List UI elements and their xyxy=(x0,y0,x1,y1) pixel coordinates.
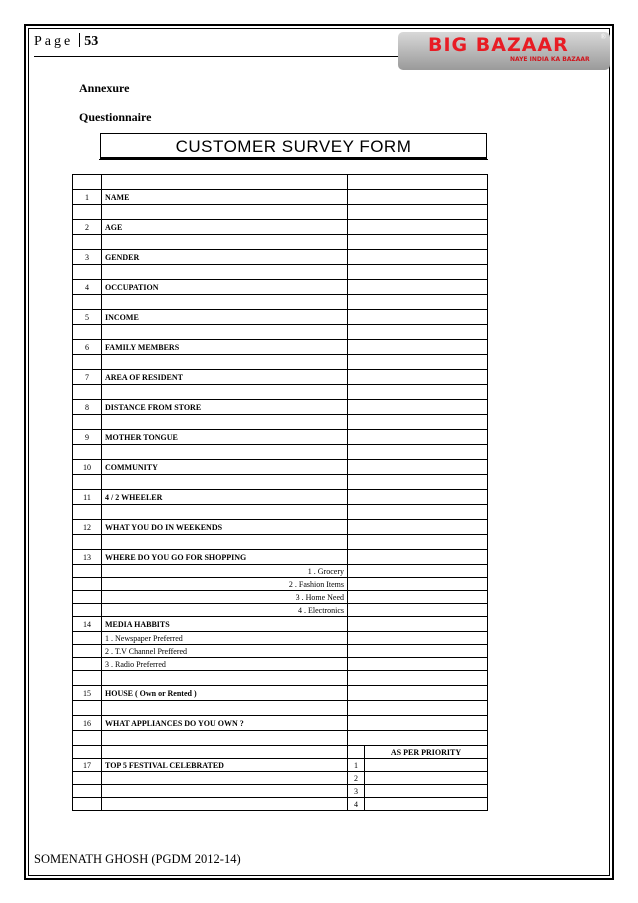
table-row xyxy=(73,250,488,265)
priority-rank: 3 xyxy=(348,785,365,798)
answer-cell xyxy=(348,604,488,617)
answer-cell xyxy=(348,415,488,430)
question-number: 16 xyxy=(73,716,102,731)
priority-header: AS PER PRIORITY xyxy=(365,746,488,759)
answer-cell xyxy=(348,385,488,400)
table-row xyxy=(73,671,488,686)
number-cell xyxy=(73,645,102,658)
table-row xyxy=(73,400,488,415)
table-row xyxy=(73,205,488,220)
question-cell xyxy=(102,295,348,310)
answer-cell xyxy=(348,400,488,415)
answer-cell xyxy=(348,235,488,250)
table-row xyxy=(73,731,488,746)
question-number: 15 xyxy=(73,686,102,701)
number-cell xyxy=(73,535,102,550)
question-cell xyxy=(102,701,348,716)
question-text: MEDIA HABBITS xyxy=(102,617,348,632)
question-number: 14 xyxy=(73,617,102,632)
number-cell xyxy=(73,658,102,671)
number-cell xyxy=(73,265,102,280)
rank-cell xyxy=(348,746,365,759)
answer-cell xyxy=(348,731,488,746)
annexure-heading: Annexure xyxy=(79,81,130,95)
answer-cell xyxy=(348,250,488,265)
option-text: 4 . Electronics xyxy=(102,604,348,617)
answer-cell xyxy=(348,535,488,550)
answer-cell xyxy=(348,658,488,671)
question-text: AGE xyxy=(102,220,348,235)
answer-cell xyxy=(348,591,488,604)
table-row xyxy=(73,701,488,716)
survey-table xyxy=(72,174,488,811)
number-cell xyxy=(73,731,102,746)
number-cell xyxy=(73,355,102,370)
number-cell xyxy=(73,325,102,340)
number-cell xyxy=(73,798,102,811)
big-bazaar-logo xyxy=(398,32,610,70)
logo-tagline: NAYE INDIA KA BAZAAR xyxy=(510,56,590,63)
table-row xyxy=(73,716,488,731)
question-cell xyxy=(102,772,348,785)
table-row xyxy=(73,565,488,578)
question-text: WHAT YOU DO IN WEEKENDS xyxy=(102,520,348,535)
option-text: 3 . Home Need xyxy=(102,591,348,604)
option-text: 3 . Radio Preferred xyxy=(102,658,348,671)
answer-cell xyxy=(348,617,488,632)
table-row xyxy=(73,520,488,535)
table-row xyxy=(73,355,488,370)
table-row xyxy=(73,445,488,460)
table-row xyxy=(73,280,488,295)
answer-cell xyxy=(348,190,488,205)
logo-registered-mark: ® xyxy=(600,33,606,41)
logo-name: BIG BAZAAR xyxy=(428,34,569,56)
header-rule xyxy=(34,56,399,57)
answer-cell xyxy=(348,550,488,565)
answer-cell xyxy=(348,671,488,686)
number-cell xyxy=(73,578,102,591)
answer-cell xyxy=(348,445,488,460)
table-row xyxy=(73,325,488,340)
table-row xyxy=(73,460,488,475)
option-text: 2 . Fashion Items xyxy=(102,578,348,591)
question-cell xyxy=(102,355,348,370)
question-number: 17 xyxy=(73,759,102,772)
form-title-underline xyxy=(99,159,488,160)
table-row xyxy=(73,220,488,235)
answer-cell xyxy=(348,280,488,295)
table-row xyxy=(73,535,488,550)
question-text: FAMILY MEMBERS xyxy=(102,340,348,355)
number-cell xyxy=(73,746,102,759)
form-title: CUSTOMER SURVEY FORM xyxy=(100,133,487,159)
question-number: 1 xyxy=(73,190,102,205)
table-row xyxy=(73,265,488,280)
answer-cell xyxy=(348,265,488,280)
number-cell xyxy=(73,295,102,310)
answer-cell xyxy=(348,645,488,658)
answer-cell xyxy=(348,295,488,310)
table-row xyxy=(73,235,488,250)
question-text: WHAT APPLIANCES DO YOU OWN ? xyxy=(102,716,348,731)
answer-cell xyxy=(348,205,488,220)
footer-author: SOMENATH GHOSH (PGDM 2012-14) xyxy=(34,852,241,866)
question-text: TOP 5 FESTIVAL CELEBRATED xyxy=(102,759,348,772)
number-cell xyxy=(73,445,102,460)
table-row xyxy=(73,430,488,445)
question-cell xyxy=(102,475,348,490)
question-cell xyxy=(102,798,348,811)
table-row xyxy=(73,746,488,759)
question-number: 12 xyxy=(73,520,102,535)
question-text: GENDER xyxy=(102,250,348,265)
question-text: HOUSE ( Own or Rented ) xyxy=(102,686,348,701)
table-row xyxy=(73,578,488,591)
number-cell xyxy=(73,385,102,400)
answer-cell xyxy=(365,772,488,785)
table-row xyxy=(73,490,488,505)
number-cell xyxy=(73,591,102,604)
table-row xyxy=(73,340,488,355)
question-number: 10 xyxy=(73,460,102,475)
answer-cell xyxy=(348,520,488,535)
question-text: MOTHER TONGUE xyxy=(102,430,348,445)
question-text: 4 / 2 WHEELER xyxy=(102,490,348,505)
question-number: 8 xyxy=(73,400,102,415)
answer-cell xyxy=(348,475,488,490)
question-cell xyxy=(102,785,348,798)
table-row xyxy=(73,591,488,604)
table-row xyxy=(73,798,488,811)
table-row xyxy=(73,415,488,430)
answer-cell xyxy=(348,340,488,355)
table-row xyxy=(73,385,488,400)
table-row xyxy=(73,658,488,671)
table-row xyxy=(73,632,488,645)
table-row xyxy=(73,772,488,785)
question-cell xyxy=(102,671,348,686)
option-text: 1 . Newspaper Preferred xyxy=(102,632,348,645)
table-row xyxy=(73,370,488,385)
page-number-label xyxy=(34,33,98,50)
question-cell xyxy=(102,415,348,430)
question-cell xyxy=(102,265,348,280)
priority-rank: 2 xyxy=(348,772,365,785)
question-cell xyxy=(102,505,348,520)
answer-cell xyxy=(348,505,488,520)
question-cell xyxy=(102,175,348,190)
answer-cell xyxy=(348,490,488,505)
answer-cell xyxy=(365,785,488,798)
number-cell xyxy=(73,415,102,430)
number-cell xyxy=(73,205,102,220)
answer-cell xyxy=(348,701,488,716)
question-number: 4 xyxy=(73,280,102,295)
question-text: DISTANCE FROM STORE xyxy=(102,400,348,415)
question-number: 7 xyxy=(73,370,102,385)
question-cell xyxy=(102,731,348,746)
table-row xyxy=(73,190,488,205)
priority-rank: 4 xyxy=(348,798,365,811)
answer-cell xyxy=(348,325,488,340)
table-row xyxy=(73,785,488,798)
question-number: 6 xyxy=(73,340,102,355)
page-divider xyxy=(79,33,80,47)
priority-rank: 1 xyxy=(348,759,365,772)
question-cell xyxy=(102,535,348,550)
question-number: 5 xyxy=(73,310,102,325)
number-cell xyxy=(73,632,102,645)
question-text: OCCUPATION xyxy=(102,280,348,295)
number-cell xyxy=(73,701,102,716)
table-row xyxy=(73,310,488,325)
answer-cell xyxy=(365,759,488,772)
page-number: 53 xyxy=(84,34,99,49)
answer-cell xyxy=(348,632,488,645)
answer-cell xyxy=(348,175,488,190)
number-cell xyxy=(73,604,102,617)
table-row xyxy=(73,475,488,490)
answer-cell xyxy=(348,310,488,325)
table-row xyxy=(73,175,488,190)
question-cell xyxy=(102,746,348,759)
answer-cell xyxy=(348,716,488,731)
question-text: AREA OF RESIDENT xyxy=(102,370,348,385)
answer-cell xyxy=(348,460,488,475)
question-text: WHERE DO YOU GO FOR SHOPPING xyxy=(102,550,348,565)
question-text: NAME xyxy=(102,190,348,205)
question-number: 3 xyxy=(73,250,102,265)
number-cell xyxy=(73,235,102,250)
table-row xyxy=(73,505,488,520)
answer-cell xyxy=(348,430,488,445)
answer-cell xyxy=(365,798,488,811)
question-number: 13 xyxy=(73,550,102,565)
question-text: INCOME xyxy=(102,310,348,325)
number-cell xyxy=(73,671,102,686)
number-cell xyxy=(73,772,102,785)
answer-cell xyxy=(348,565,488,578)
table-row xyxy=(73,604,488,617)
table-row xyxy=(73,759,488,772)
answer-cell xyxy=(348,355,488,370)
number-cell xyxy=(73,175,102,190)
question-number: 9 xyxy=(73,430,102,445)
answer-cell xyxy=(348,686,488,701)
answer-cell xyxy=(348,578,488,591)
question-cell xyxy=(102,205,348,220)
table-row xyxy=(73,645,488,658)
question-cell xyxy=(102,385,348,400)
question-text: COMMUNITY xyxy=(102,460,348,475)
number-cell xyxy=(73,475,102,490)
questionnaire-heading: Questionnaire xyxy=(79,110,152,124)
answer-cell xyxy=(348,370,488,385)
option-text: 1 . Grocery xyxy=(102,565,348,578)
number-cell xyxy=(73,565,102,578)
number-cell xyxy=(73,505,102,520)
question-cell xyxy=(102,235,348,250)
table-row xyxy=(73,550,488,565)
question-number: 11 xyxy=(73,490,102,505)
table-row xyxy=(73,295,488,310)
question-cell xyxy=(102,325,348,340)
table-row xyxy=(73,617,488,632)
table-row xyxy=(73,686,488,701)
question-number: 2 xyxy=(73,220,102,235)
answer-cell xyxy=(348,220,488,235)
question-cell xyxy=(102,445,348,460)
page-label-text: Page xyxy=(34,34,74,49)
number-cell xyxy=(73,785,102,798)
option-text: 2 . T.V Channel Preffered xyxy=(102,645,348,658)
